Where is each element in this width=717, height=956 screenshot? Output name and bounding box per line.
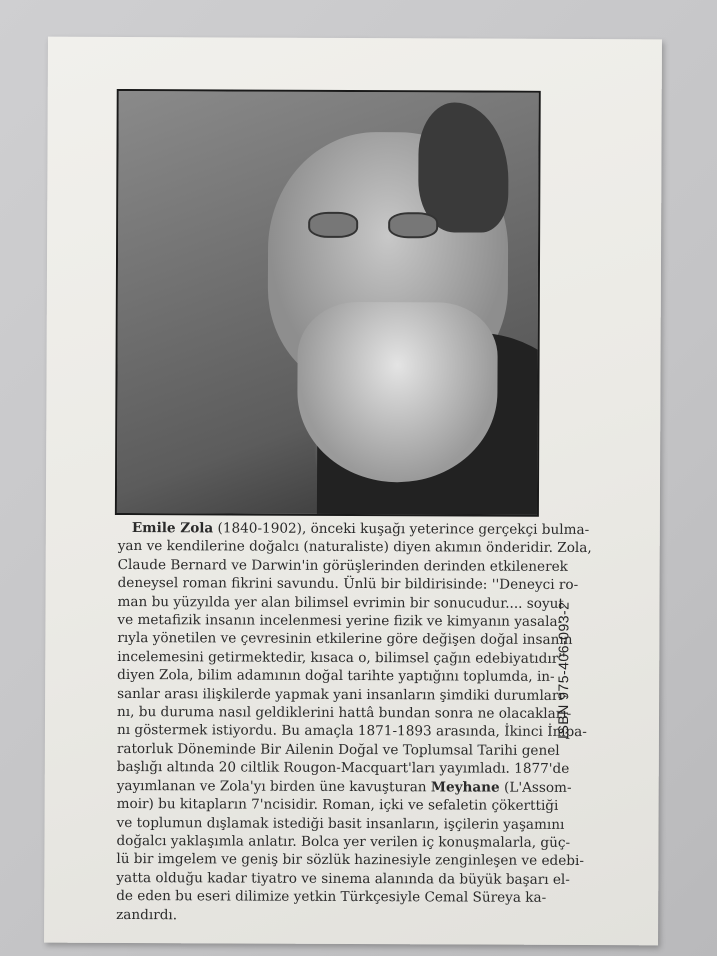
bio-line: başlığı altında 20 ciltlik Rougon-Macquart'ları yayımladı. 1877'de (116, 759, 570, 778)
portrait-beard (297, 302, 498, 483)
bio-line: yan ve kendilerine doğalcı (naturaliste) diyen akımın önderidir. Zola, (117, 538, 592, 557)
bio-line: yatta olduğu kadar tiyatro ve sinema alanında da büyük başarı el- (116, 869, 570, 888)
bio-line: rıyla yönetilen ve çevresinin etkilerine göre değişen doğal insanın (117, 630, 573, 649)
bio-line: Emile Zola (1840-1902), önceki kuşağı yeterince gerçekçi bulma- (131, 520, 590, 539)
bio-line: diyen Zola, bilim adamının doğal tarihte yaptığını toplumda, in- (117, 667, 555, 686)
portrait-glasses-left (308, 212, 358, 238)
bio-line: man bu yüzyılda yer alan bilimsel evrimin bir sonucudur.... soyut (117, 593, 564, 612)
book-back-cover (44, 37, 662, 946)
bio-line: doğalcı yaklaşımla anlatır. Bolca yer verilen iç konuşmalarla, güç- (116, 832, 571, 851)
author-portrait-photo (115, 89, 541, 517)
bio-line: lü bir imgelem ve geniş bir sözlük hazinesiyle zenginleşen ve edebi- (116, 851, 584, 870)
bio-line: ve toplumun dışlamak istediği basit insanların, işçilerin yaşamını (116, 814, 565, 833)
book-title-meyhane: Meyhane (430, 779, 500, 796)
bio-line: zandırdı. (116, 906, 178, 923)
bio-line: nı, bu duruma nasıl geldiklerini hattâ bundan sonra ne olacakları- (116, 704, 572, 723)
bio-line: deneysel roman fikrini savundu. Ünlü bir bildirisinde: ''Deneyci ro- (117, 575, 579, 594)
bio-line: yayımlanan ve Zola'yı birden üne kavuşturan Meyhane (L'Assom- (116, 777, 572, 796)
isbn-number: ISBN 975-406-093-2 (554, 601, 572, 739)
author-name: Emile Zola (131, 520, 214, 537)
bio-line: nı göstermek istiyordu. Bu amaçla 1871-1893 arasında, İkinci İmpa- (116, 722, 587, 741)
bio-line: incelemesini getirmektedir, kısaca o, bilimsel çağın edebiyatıdır'' (117, 648, 566, 667)
bio-line: ve metafizik insanın incelenmesi yerine fizik ve kimyanın yasala- (117, 612, 563, 630)
bio-line: de eden bu eseri dilimize yetkin Türkçesiyle Cemal Süreya ka- (116, 888, 547, 906)
bio-line: moir) bu kitapların 7'ncisidir. Roman, içki ve sefaletin çökerttiği (116, 796, 559, 814)
portrait-glasses-right (388, 212, 438, 238)
bio-line: ratorluk Döneminde Bir Ailenin Doğal ve Toplumsal Tarihi genel (116, 740, 560, 759)
bio-line: sanlar arası ilişkilerde yapmak yani insanların şimdiki durumları- (117, 685, 568, 704)
portrait-hair (418, 102, 509, 232)
bio-line: Claude Bernard ve Darwin'in görüşlerinden derinden etkilenerek (117, 556, 568, 575)
